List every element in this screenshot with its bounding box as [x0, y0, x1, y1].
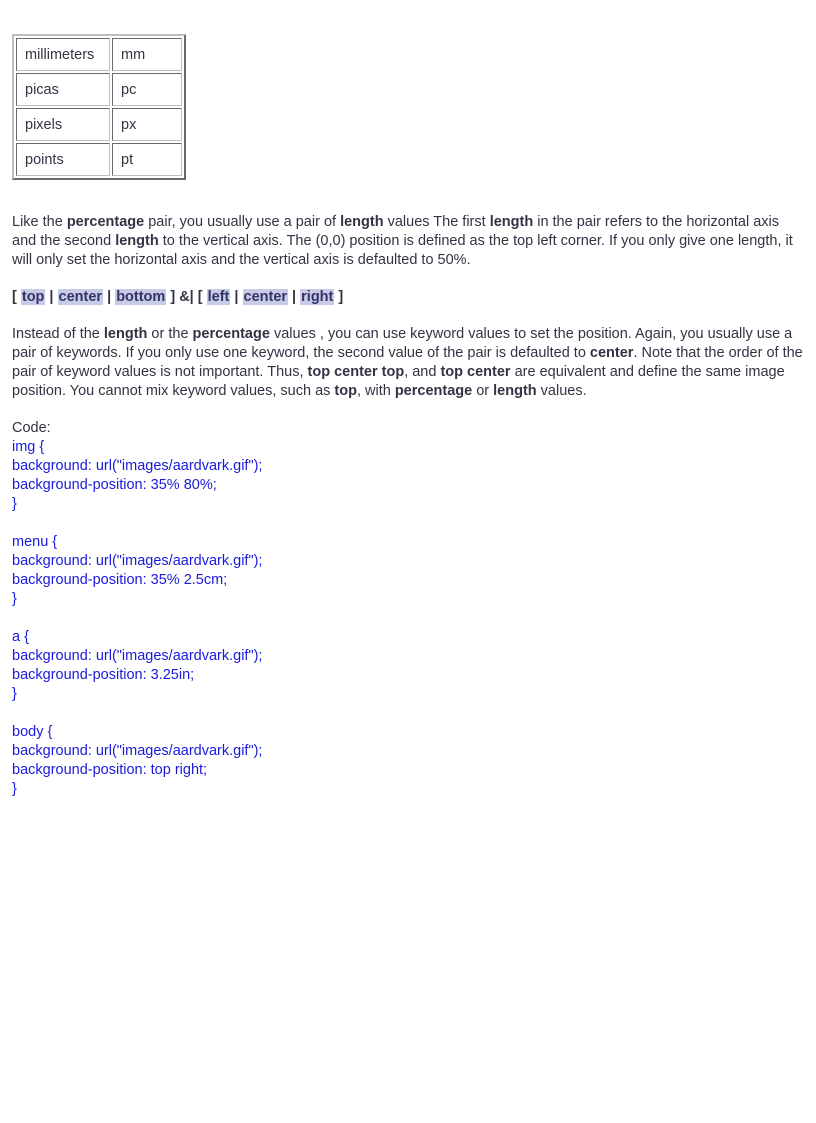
- table-row: [16, 143, 182, 176]
- code-line: }: [12, 496, 17, 512]
- syntax-separator: |: [45, 289, 58, 305]
- code-line: background: url("images/aardvark.gif");: [12, 648, 263, 664]
- code-line: img {: [12, 439, 45, 455]
- unit-abbr-cell: px: [112, 108, 182, 141]
- syntax-bracket: [: [12, 289, 21, 305]
- text-run: . Note that the order of the pair of keyword values is not important. Thus,: [12, 345, 803, 380]
- code-line: background: url("images/aardvark.gif");: [12, 458, 263, 474]
- unit-abbr-cell: pt: [112, 143, 182, 176]
- bold-term: length: [493, 383, 537, 399]
- code-spacer: [12, 609, 804, 628]
- text-run: values The first: [383, 214, 490, 230]
- code-line: }: [12, 781, 17, 797]
- text-run: are equivalent and define the same image position. You cannot mix keyword values, such as: [12, 364, 785, 399]
- code-spacer: [12, 704, 804, 723]
- keyword-center: center: [243, 289, 288, 305]
- code-line: background-position: 3.25in;: [12, 667, 195, 683]
- text-run: in the pair refers to the horizontal axis and the second: [12, 214, 780, 249]
- keyword-bottom: bottom: [116, 289, 166, 305]
- code-line: a {: [12, 629, 29, 645]
- keyword-values-paragraph: [12, 325, 804, 401]
- keyword-left: left: [207, 289, 230, 305]
- keyword-syntax-line: [12, 288, 804, 307]
- text-run: or the: [147, 326, 193, 342]
- unit-abbr-cell: mm: [112, 38, 182, 71]
- unit-name-cell: pixels: [16, 108, 110, 141]
- bold-term: percentage: [66, 214, 145, 230]
- syntax-bracket: ] &| [: [166, 289, 207, 305]
- code-line: background-position: 35% 2.5cm;: [12, 572, 228, 588]
- text-run: , and: [404, 364, 441, 380]
- text-run: pair, you usually use a pair of: [144, 214, 341, 230]
- unit-abbr-cell: pc: [112, 73, 182, 106]
- bold-term: top center top: [307, 364, 405, 380]
- units-table: [12, 34, 186, 180]
- syntax-separator: |: [103, 289, 116, 305]
- code-spacer: [12, 514, 804, 533]
- code-label: Code:: [12, 420, 51, 436]
- table-row: [16, 73, 182, 106]
- code-line: background: url("images/aardvark.gif");: [12, 553, 263, 569]
- code-line: background: url("images/aardvark.gif");: [12, 743, 263, 759]
- syntax-separator: |: [230, 289, 243, 305]
- syntax-separator: |: [288, 289, 301, 305]
- code-example: [12, 419, 804, 799]
- keyword-top: top: [21, 289, 45, 305]
- bold-term: percentage: [192, 326, 270, 342]
- bold-term: top: [334, 383, 357, 399]
- bold-term: length: [115, 233, 159, 249]
- syntax-bracket: ]: [334, 289, 344, 305]
- bold-term: percentage: [394, 383, 473, 399]
- code-line: menu {: [12, 534, 58, 550]
- table-row: [16, 108, 182, 141]
- text-run: Like the: [12, 214, 67, 230]
- bold-term: center: [589, 345, 634, 361]
- text-run: or: [472, 383, 494, 399]
- code-line: background-position: 35% 80%;: [12, 477, 217, 493]
- length-pair-paragraph: [12, 213, 804, 270]
- code-line: body {: [12, 724, 53, 740]
- code-line: }: [12, 686, 17, 702]
- bold-term: length: [340, 214, 384, 230]
- code-line: background-position: top right;: [12, 762, 208, 778]
- unit-name-cell: points: [16, 143, 110, 176]
- unit-name-cell: picas: [16, 73, 110, 106]
- keyword-center: center: [58, 289, 103, 305]
- bold-term: length: [489, 214, 534, 230]
- text-run: values , you can use keyword values to set the position. Again, you usually use a pair of keywords. If you only use one keyword, the second value of the pair is defaulted to: [12, 326, 793, 361]
- code-line: }: [12, 591, 17, 607]
- bold-term: length: [103, 326, 148, 342]
- text-run: , with: [356, 383, 395, 399]
- bold-term: top center: [440, 364, 511, 380]
- table-row: [16, 38, 182, 71]
- text-run: to the vertical axis. The (0,0) position is defined as the top left corner. If you only give one length, it will only set the horizontal axis and the vertical axis is defaulted to 50%.: [12, 233, 793, 268]
- text-run: values.: [536, 383, 587, 399]
- text-run: Instead of the: [12, 326, 104, 342]
- keyword-right: right: [301, 289, 334, 305]
- unit-name-cell: millimeters: [16, 38, 110, 71]
